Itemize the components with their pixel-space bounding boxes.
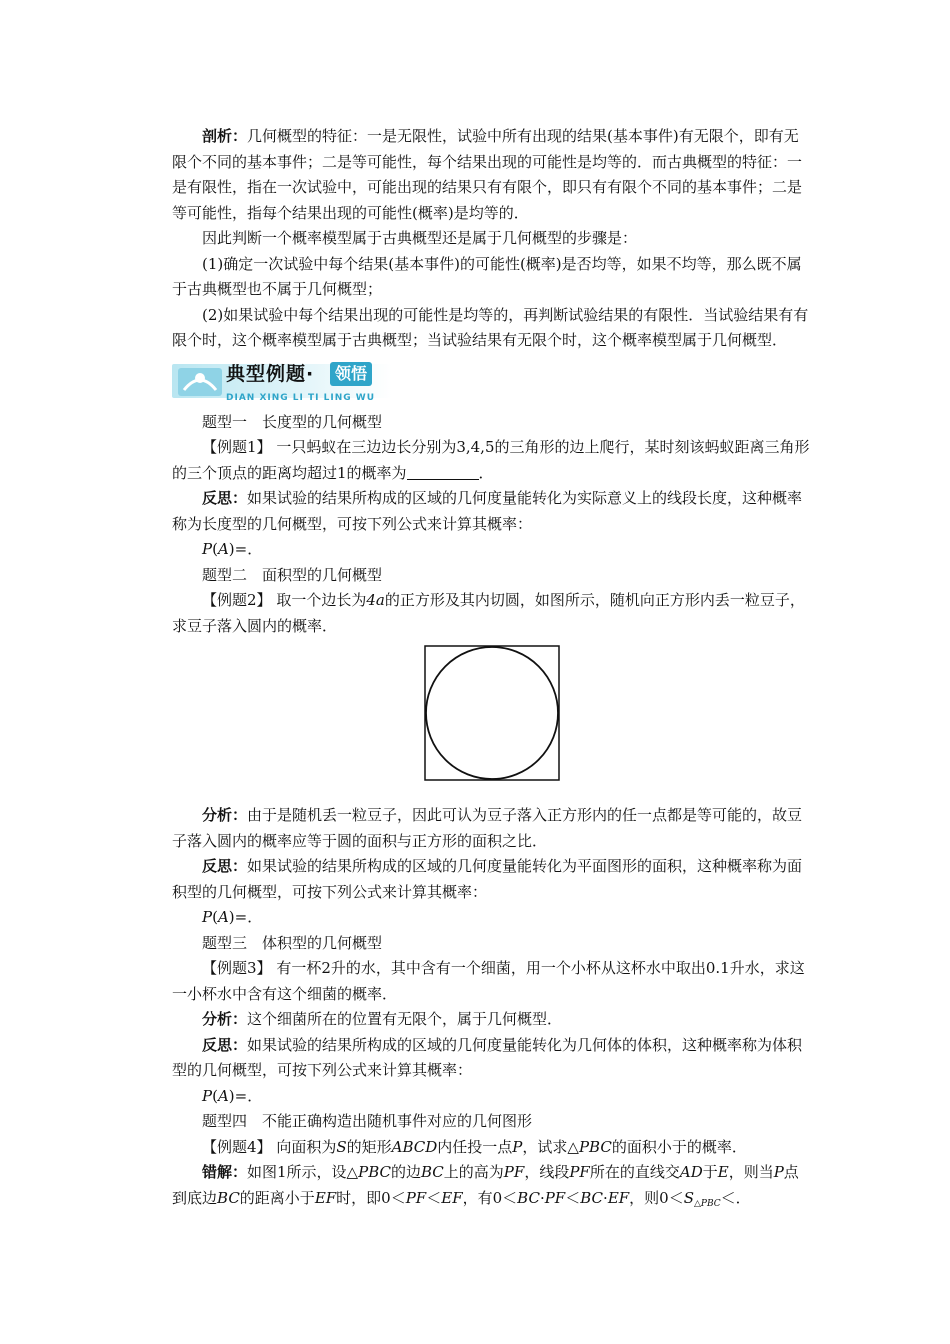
type3-analysis (172, 1007, 812, 1033)
type4-example (172, 1135, 812, 1161)
type3-reflection (172, 1033, 812, 1084)
text-run: ，则0＜ (629, 1188, 684, 1207)
type1-formula: P(A)=． (202, 540, 263, 558)
type2-example-var: 4a (366, 591, 385, 609)
subscript-pbc: △PBC (694, 1198, 721, 1209)
type1-reflection (172, 486, 812, 537)
banner-badge: 领悟 (330, 362, 372, 386)
var-bc: BC (517, 1188, 540, 1207)
analysis-text: 几何概型的特征：一是无限性，试验中所有出现的结果(基本事件)有无限个，即有无限个不同的基本事件；二是等可能性，每个结果出现的可能性是均等的．而古典概型的特征：一是有限性，指在一次试验中，可能出现的结果只有有限个，即只有有限个不同的基本事件；二是等可能性，指每个结果出现的可能性(概率)是均等的． (172, 127, 803, 222)
var-e: E (717, 1163, 729, 1181)
type2-example-text-b: 的正方形及其内切圆，如图所示，随机向正方形内丢一粒豆子，求豆子落入圆内的概率． (172, 591, 805, 635)
answer-blank (407, 465, 479, 480)
text-run: ，线段 (524, 1163, 570, 1181)
text-run: ，试求△ (522, 1137, 579, 1156)
formula-p: P (202, 1086, 213, 1105)
type1-example-label: 【例题1】 (202, 438, 272, 456)
text-run: 向面积为 (276, 1137, 337, 1156)
type2-formula: P(A)=． (202, 908, 263, 926)
formula-a: A (217, 908, 229, 926)
banner-book-icon (176, 360, 224, 400)
text-run: 如图1所示，设△ (247, 1163, 359, 1181)
type3-reflection-text: 如果试验的结果所构成的区域的几何度量能转化为几何体的体积，这种概率称为体积型的几何概型，可按下列公式来计算其概率： (172, 1035, 803, 1079)
var-abcd: ABCD (391, 1137, 438, 1156)
paragraph-step-2: (2)如果试验中每个结果出现的可能性是均等的，再判断试验结果的有限性．当试验结果有有限个时，这个概率模型属于古典概型；当试验结果有无限个时，这个概率模型属于几何概型． (172, 305, 809, 349)
text-run: 于 (702, 1163, 718, 1181)
type3-heading: 题型三 体积型的几何概型 (202, 933, 383, 952)
type2-reflection (172, 854, 812, 905)
type1-example (172, 435, 812, 486)
formula-a: A (217, 540, 229, 558)
var-ad: AD (679, 1163, 703, 1181)
var-pf: PF (405, 1188, 427, 1207)
type4-wrong-solution (172, 1160, 812, 1217)
type3-example-label: 【例题3】 (202, 959, 272, 977)
var-pbc: PBC (358, 1163, 391, 1181)
type1-example-end: ． (478, 463, 494, 482)
text-run: ＜ (565, 1188, 581, 1207)
type2-analysis (172, 803, 812, 854)
type2-heading: 题型二 面积型的几何概型 (202, 565, 383, 584)
type2-example (172, 588, 812, 639)
text-run: 点到底边 (172, 1163, 799, 1207)
section-banner (172, 360, 812, 403)
var-bc: BC (580, 1188, 604, 1207)
banner-title: 典型例题 (226, 362, 307, 385)
document-page (172, 124, 812, 1217)
type1-reflection-label: 反思： (202, 489, 248, 507)
type2-analysis-text: 由于是随机丢一粒豆子，因此可认为豆子落入正方形内的任一点都是等可能的，故豆子落入圆内的概率应等于圆的面积与正方形的面积之比． (172, 806, 803, 850)
square-with-inscribed-circle (424, 645, 560, 781)
var-pbc: PBC (578, 1137, 612, 1156)
var-ef: EF (314, 1188, 337, 1207)
formula-a: A (217, 1086, 229, 1105)
type3-reflection-label: 反思： (202, 1035, 248, 1054)
text-run: 所在的直线交 (589, 1163, 680, 1181)
text-run: 上的高为 (443, 1163, 504, 1181)
text-run: 的距离小于 (239, 1188, 315, 1207)
text-run: ＜ (426, 1188, 442, 1207)
text-run: 的面积小于的概率． (611, 1137, 747, 1156)
type3-example (172, 956, 812, 1007)
type3-analysis-text: 这个细菌所在的位置有无限个，属于几何概型． (247, 1010, 563, 1028)
text-run: 的边 (390, 1163, 421, 1181)
var-p: P (512, 1137, 523, 1156)
text-run: ，则当 (728, 1163, 774, 1181)
var-pf: PF (503, 1163, 525, 1181)
text-run: 的矩形 (346, 1137, 392, 1156)
type2-analysis-label: 分析： (202, 806, 248, 824)
text-run: ＜． (720, 1188, 751, 1207)
type1-reflection-text: 如果试验的结果所构成的区域的几何度量能转化为实际意义上的线段长度，这种概率称为长度型的几何概型，可按下列公式来计算其概率： (172, 489, 803, 533)
formula-rest: =． (234, 540, 263, 558)
type2-reflection-text: 如果试验的结果所构成的区域的几何度量能转化为平面图形的面积，这种概率称为面积型的几何概型，可按下列公式来计算其概率： (172, 857, 803, 901)
formula-rest: =． (234, 908, 263, 926)
type2-example-text-a: 取一个边长为 (276, 591, 367, 609)
var-bc: BC (421, 1163, 444, 1181)
paragraph-step-1: (1)确定一次试验中每个结果(基本事件)的可能性(概率)是否均等，如果不均等，那么既不属于古典概型也不属于几何概型； (172, 254, 802, 298)
var-pf: PF (569, 1163, 590, 1181)
text-run: 内任投一点 (437, 1137, 513, 1156)
text-run: ，有0＜ (462, 1188, 518, 1207)
type2-reflection-label: 反思： (202, 857, 248, 875)
var-s: S (336, 1137, 347, 1156)
paragraph-analysis (172, 124, 812, 226)
type3-example-text: 有一杯2升的水，其中含有一个细菌，用一个小杯从这杯水中取出0.1升水，求这一小杯水中含有这个细菌的概率． (172, 959, 805, 1003)
type4-wrong-label: 错解： (202, 1163, 248, 1181)
type4-heading: 题型四 不能正确构造出随机事件对应的几何图形 (202, 1112, 533, 1130)
var-pf: PF (544, 1188, 566, 1207)
var-ef: EF (441, 1188, 463, 1207)
text-run: · (539, 1188, 545, 1207)
var-s: S (683, 1188, 694, 1207)
text-run: · (603, 1188, 608, 1207)
type1-heading: 题型一 长度型的几何概型 (202, 412, 383, 431)
banner-subtitle: DIAN XING LI TI LING WU (226, 392, 375, 403)
type3-analysis-label: 分析： (202, 1010, 248, 1028)
var-p: P (773, 1163, 784, 1181)
type1-example-text: 一只蚂蚁在三边边长分别为3,4,5的三角形的边上爬行，某时刻该蚂蚁距离三角形的三个顶点的距离均超过1的概率为 (172, 438, 810, 482)
paragraph-steps-intro: 因此判断一个概率模型属于古典概型还是属于几何概型的步骤是： (202, 229, 638, 247)
type4-example-label: 【例题4】 (202, 1137, 272, 1156)
banner-dot: · (306, 362, 315, 385)
var-bc: BC (217, 1188, 240, 1207)
formula-rest: =． (234, 1086, 263, 1105)
type3-formula: P(A)=． (202, 1086, 263, 1105)
analysis-label: 剖析： (202, 127, 248, 145)
text-run: 时，即0＜ (336, 1188, 406, 1207)
formula-p: P (202, 908, 213, 926)
formula-p: P (202, 540, 213, 558)
square-circle-figure (172, 645, 812, 793)
var-ef: EF (607, 1188, 630, 1207)
type2-example-label: 【例题2】 (202, 591, 272, 609)
